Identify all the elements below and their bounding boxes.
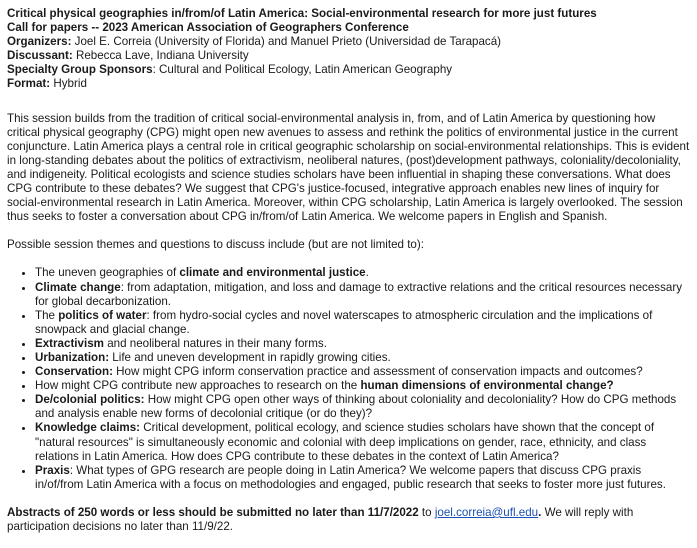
deadline-text: Abstracts of 250 words or less should be submitted no later than 11/7/2022 (7, 505, 419, 519)
themes-intro: Possible session themes and questions to discuss include (but are not limited to): (7, 238, 424, 252)
discussant-label: Discussant: (7, 49, 73, 63)
sponsors-value: : Cultural and Political Ecology, Latin American Geography (152, 63, 453, 77)
format-label: Format: (7, 77, 51, 91)
reply-text: We will reply with participation decisions no later than 11/9/22. (7, 505, 634, 533)
theme-item: • The uneven geographies of climate and environmental justice. (35, 266, 690, 280)
theme-item: • Praxis: What types of GPG research are people doing in Latin America? We welcome papers that discuss CPG praxis in/of/from Latin America with a focus on methodologies and engaged, public research that seeks to foster more just futures. (35, 464, 690, 492)
email-link[interactable]: joel.correia@ufl.edu (434, 505, 539, 519)
organizers-line (7, 35, 690, 49)
theme-item: • De/colonial politics: How might CPG open other ways of thinking about coloniality and decoloniality? How do CPG methods and analysis enable new forms of decolonial critique (or do they)? (35, 393, 690, 421)
discussant-value: Rebecca Lave, Indiana University (75, 49, 249, 63)
theme-item: • The politics of water: from hydro-social cycles and novel waterscapes to atmospheric circulation and the implications of snowpack and glacial change. (35, 309, 690, 337)
document-title: Critical physical geographies in/from/of Latin America: Social-environmental research for more just futures (7, 7, 597, 20)
theme-item: • How might CPG contribute new approaches to research on the human dimensions of environmental change? (35, 379, 690, 393)
sponsors-label: Specialty Group Sponsors (7, 63, 153, 77)
intro-paragraph: This session builds from the tradition of critical social-environmental analysis in, from, and of Latin America by questioning how critical physical geography (CPG) might open new avenues to assess and rethink the politics of environmental justice in the current conjuncture. Latin America plays a central role in critical geographic scholarship on social-environmental relationships. This is evident in long-standing debates about the politics of extractivism, neoliberal natures, (post)development pathways, coloniality/decoloniality, and indigeneity. Political ecologists and science studies scholars have been influential in shaping these conversations. What does CPG contribute to these debates? We suggest that CPG's justice-focused, integrative approach enables new lines of inquiry for social-environmental research in Latin America. Moreover, within CPG scholarship, Latin America is largely overlooked. The session thus seeks to foster a conversation about CPG in/from/of Latin America. We welcome papers in English and Spanish. (7, 111, 690, 224)
theme-item: • Extractivism and neoliberal natures in their many forms. (35, 337, 690, 351)
theme-item: • Conservation: How might CPG inform conservation practice and assessment of conservation impacts and outcomes? (35, 365, 690, 379)
organizers-value: Joel E. Correia (University of Florida) and Manuel Prieto (Universidad de Tarapacá) (74, 35, 502, 49)
theme-item: • Knowledge claims: Critical development, political ecology, and science studies scholars have shown that the concept of "natural resources" is simultaneously economic and colonial with deep implications on gender, race, ethnicity, and class relations in Latin America. How does CPG contribute to these debates in the context of Latin America? (35, 421, 690, 463)
themes-list (7, 266, 690, 492)
format-value: Hybrid (53, 77, 87, 91)
theme-item: • Climate change: from adaptation, mitigation, and loss and damage to extractive relations and the critical resources necessary for global decarbonization. (35, 281, 690, 309)
organizers-label: Organizers: (7, 35, 72, 49)
submission-note: Abstracts of 250 words or less should be submitted no later than 11/7/2022 to joel.correia@ufl.edu. We will reply with participation decisions no later than 11/9/22. (7, 505, 634, 533)
format-line (7, 77, 690, 91)
discussant-line (7, 49, 690, 63)
sponsors-line (7, 63, 690, 77)
call-for-papers-line: Call for papers -- 2023 American Association of Geographers Conference (7, 21, 409, 35)
theme-item: • Urbanization: Life and uneven development in rapidly growing cities. (35, 351, 690, 365)
